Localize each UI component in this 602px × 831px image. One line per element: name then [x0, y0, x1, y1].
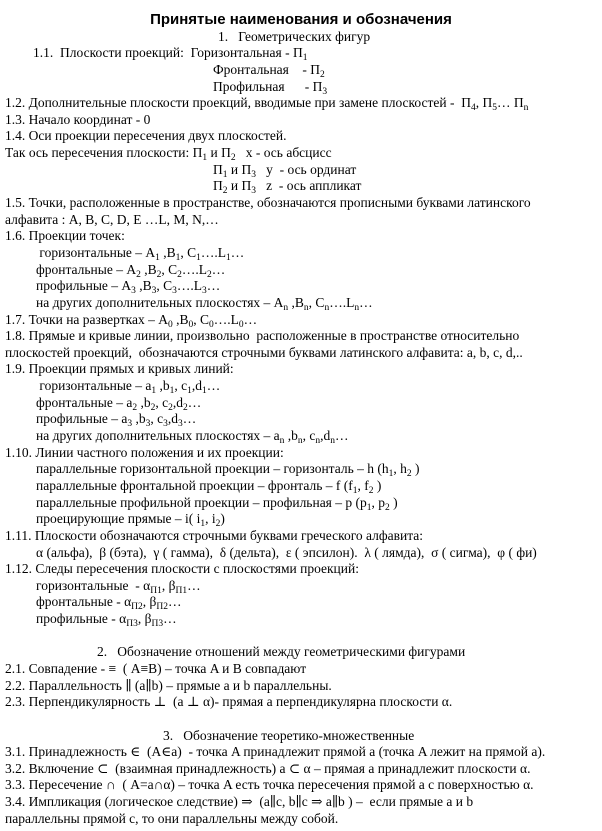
blank-line — [0, 711, 602, 728]
subscript: 1 — [151, 386, 157, 397]
text-line: 3.3. Пересечение ∩ ( A=a∩α) – точка A есть точка пересечения прямой a с поверхностью α. — [5, 777, 534, 793]
subscript: 2 — [136, 269, 141, 280]
text-line: 1.11. Плоскости обозначаются строчными буквами греческого алфавита: — [5, 527, 424, 543]
text-line: горизонтальные – $a_1$ $,b_1$, $c_1,d_1\dots$ — [36, 378, 221, 397]
subscript: 3 — [131, 286, 136, 297]
text-line: профильные - $\alpha_{П3}$, $\beta_{П3}\dots$ — [36, 611, 177, 630]
subscript: 3 — [322, 86, 328, 97]
subscript: 2 — [215, 519, 221, 530]
subscript: 3 — [151, 286, 157, 297]
subscript: 1 — [366, 502, 372, 513]
subscript: 3 — [145, 419, 151, 430]
blank-line — [0, 628, 602, 645]
subscript: 2 — [230, 153, 236, 164]
subscript: 1 — [196, 252, 201, 263]
subscript: 2 — [168, 402, 173, 413]
text-line: 2.2. Параллельность ∥ (a∥b) – прямые a и b параллельны. — [5, 677, 332, 693]
subscript: 0 — [167, 319, 173, 330]
subscript: 1 — [169, 386, 175, 397]
subscript: n — [324, 302, 330, 313]
text-line: на других дополнительных плоскостях – $a_n$ $,b_n$, $c_n,d_n\dots$ — [36, 428, 349, 447]
subscript: n — [279, 436, 285, 447]
subscript: 0 — [188, 319, 194, 330]
text-line: 1. Геометрических фигур — [218, 28, 371, 44]
text-line: профильные – $A_3$ $,B_3$, $C_3\dots.L_3\dots$ — [36, 278, 221, 297]
text-line: 1.5. Точки, расположенные в пространстве, обозначаются прописными буквами латинского — [5, 195, 531, 211]
subscript: n — [297, 436, 303, 447]
subscript: 4 — [470, 103, 476, 114]
subscript: 2 — [182, 402, 188, 413]
subscript: 2 — [156, 269, 162, 280]
subscript: 3 — [251, 186, 256, 197]
subscript: 3 — [251, 169, 256, 180]
text-line: 3.1. Принадлежность ∈ (A∈a) - точка A принадлежит прямой a (точка A лежит на прямой a). — [5, 744, 546, 760]
subscript: 1 — [200, 519, 206, 530]
text-line: алфавита : A, B, C, D, E …L, M, N,… — [5, 211, 219, 227]
subscript: n — [523, 103, 529, 114]
text-line: параллельные горизонтальной проекции – горизонталь – h ($h_1$, $h_2$ ) — [36, 461, 420, 480]
text-line: плоскостей проекций, обозначаются строчными буквами латинского алфавита: a, b, c, d,.. — [5, 344, 523, 360]
document-lines — [0, 29, 602, 828]
text-line: фронтальные - $\alpha_{П2}$, $\beta_{П2}\dots$ — [36, 594, 182, 613]
text-line: профильные – $a_3$ $,b_3$, $c_3,d_3\dots$ — [36, 411, 197, 430]
text-line: 1.2. Дополнительные плоскости проекций, вводимые при замене плоскостей - $П_4$, $П_5\dots$ $П_n$ — [5, 95, 529, 114]
text-line: 1.3. Начало координат - 0 — [5, 111, 151, 127]
text-line: параллельны прямой c, то они параллельны между собой. — [5, 810, 339, 826]
text-line: 2.3. Перпендикулярность ⊥ (a ⊥ α)- прямая a перпендикулярна плоскости α. — [5, 694, 453, 710]
subscript: П3 — [151, 619, 164, 630]
text-line: 3.2. Включение ⊂ (взаимная принадлежность) a ⊂ α – прямая a принадлежит плоскости α. — [5, 760, 531, 776]
text-line: 2.1. Совпадение - ≡ ( A≡B) – точка A и B совпадают — [5, 660, 307, 676]
text-line: проецирующие прямые – i( $i_1$, $i_2$) — [36, 511, 225, 530]
subscript: 2 — [406, 469, 412, 480]
text-line: 1.9. Проекции прямых и кривых линий: — [5, 361, 234, 377]
subscript: П3 — [126, 619, 138, 630]
text-line: 1.8. Прямые и кривые линии, произвольно расположенные в пространстве относительно — [5, 328, 520, 344]
subscript: 3 — [202, 286, 207, 297]
text-line: α (альфа), β (бэта), γ ( гамма), δ (дельта), ε ( эпсилон). λ ( лямда), σ ( сигма), φ ( фи) — [36, 544, 537, 560]
subscript: 2 — [368, 485, 374, 496]
text-line: на других дополнительных плоскостях – $A_n$ $,B_n$, $C_n\dots.L_n\dots$ — [36, 294, 373, 313]
text-line: параллельные фронтальной проекции – фронталь – f ($f_1$, $f_2$ ) — [36, 477, 382, 496]
text-line: 3.4. Импликация (логическое следствие) ⇒ (a∥c, b∥c ⇒ a∥b ) – если прямые a и b — [5, 794, 474, 810]
subscript: 2 — [150, 402, 156, 413]
subscript: 1 — [352, 485, 358, 496]
subscript: 1 — [187, 386, 192, 397]
text-line: 1.6. Проекции точек: — [5, 228, 125, 244]
subscript: n — [354, 302, 360, 313]
text-line: 1.12. Следы пересечения плоскости с плоскостями проекций: — [5, 561, 359, 577]
subscript: П2 — [156, 602, 169, 613]
subscript: 0 — [238, 319, 244, 330]
subscript: 2 — [385, 502, 390, 513]
text-line: $П_1$ и $П_3$ y - ось ординат — [213, 161, 357, 180]
subscript: 1 — [302, 53, 308, 64]
text-line: 2. Обозначение отношений между геометрическими фигурами — [97, 644, 466, 660]
text-line: фронтальные – $a_2$ $,b_2$, $c_2,d_2\dots$ — [36, 394, 202, 413]
subscript: 3 — [127, 419, 133, 430]
text-line: Профильная - $П_3$ — [213, 78, 328, 97]
subscript: 2 — [222, 186, 228, 197]
subscript: П1 — [150, 585, 162, 596]
text-line: Так ось пересечения плоскости: $П_1$ и $П_2$ x - ось абсцисс — [5, 145, 332, 164]
subscript: 2 — [177, 269, 182, 280]
text-line: Фронтальная - $П_2$ — [213, 61, 325, 80]
text-line: $П_2$ и $П_3$ z - ось аппликат — [213, 178, 362, 197]
text-line: 1.7. Точки на развертках – $A_0$ $,B_0$, $C_0\dots.L_0\dots$ — [5, 311, 258, 330]
subscript: n — [330, 436, 336, 447]
subscript: 3 — [172, 286, 177, 297]
subscript: П2 — [131, 602, 143, 613]
subscript: 1 — [175, 252, 181, 263]
subscript: 1 — [202, 386, 207, 397]
text-line: параллельные профильной проекции – профильная – p ($p_1$, $p_2$ ) — [36, 494, 398, 513]
subscript: n — [303, 302, 309, 313]
subscript: 5 — [492, 103, 497, 114]
subscript: 3 — [178, 419, 183, 430]
text-line: 1.1. Плоскости проекций: Горизонтальная - $П_1$ — [33, 45, 308, 64]
text-line: горизонтальные – $A_1$ $,B_1$, $C_1\dots.L_1\dots$ — [36, 244, 245, 263]
text-line: 1.4. Оси проекции пересечения двух плоскостей. — [5, 128, 287, 144]
subscript: 2 — [132, 402, 138, 413]
subscript: 1 — [222, 169, 228, 180]
subscript: n — [283, 302, 289, 313]
text-line: 3. Обозначение теоретико-множественные — [163, 727, 415, 743]
subscript: 1 — [202, 153, 208, 164]
text-line: фронтальные – $A_2$ $,B_2$, $C_2\dots.L_2\dots$ — [36, 261, 226, 280]
text-line: 1.10. Линии частного положения и их проекции: — [5, 444, 284, 460]
subscript: 3 — [163, 419, 168, 430]
subscript: 1 — [226, 252, 231, 263]
subscript: 1 — [388, 469, 394, 480]
subscript: 2 — [206, 269, 212, 280]
text-line: горизонтальные - $\alpha_{П1}$, $\beta_{П1}\dots$ — [36, 577, 201, 596]
subscript: 0 — [209, 319, 214, 330]
subscript: n — [315, 436, 321, 447]
subscript: 2 — [320, 69, 325, 80]
subscript: 1 — [155, 252, 160, 263]
document-title: Принятые наименования и обозначения — [150, 11, 452, 28]
subscript: П1 — [175, 585, 188, 596]
